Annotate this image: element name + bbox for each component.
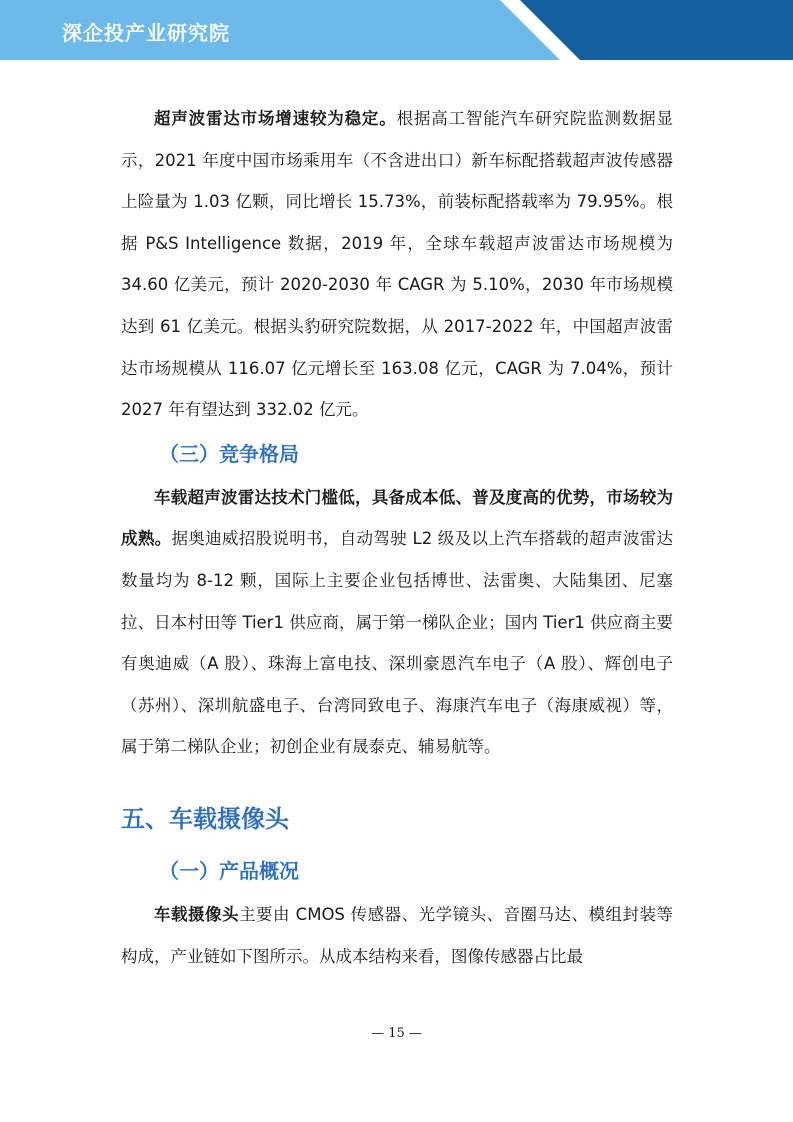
paragraph-camera — [121, 894, 673, 977]
heading-competition: （三）竞争格局 — [159, 441, 299, 466]
heading-section5: 五、车载摄像头 — [121, 804, 289, 833]
paragraph-text: 据奥迪威招股说明书，自动驾驶 L2 级及以上汽车搭载的超声波雷达数量均为 8-12 颗，国际上主要企业包括博世、法雷奥、大陆集团、尼塞拉、日本村田等 Tier1 供应商，属于第一梯队企业；国内 Tier1 供应商主要有奥迪威（A 股）、珠海上富电技、深圳豪恩汽车电子（A 股）、辉创电子（苏州）、深圳航盛电子、台湾同致电子、海康汽车电子（海康威视）等，属于第二梯队企业；初创企业有晟泰克、辅易航等。 — [121, 529, 673, 757]
paragraph-lead: 车载摄像头 — [154, 904, 239, 924]
header-title: 深企投产业研究院 — [62, 21, 230, 45]
paragraph-text: 主要由 CMOS 传感器、光学镜头、音圈马达、模组封装等构成，产业链如下图所示。从成本结构来看，图像传感器占比最 — [121, 904, 673, 966]
paragraph-ultrasonic-market — [121, 98, 673, 431]
header-banner — [0, 0, 793, 60]
paragraph-text: 根据高工智能汽车研究院监测数据显示，2021 年度中国市场乘用车（不含进出口）新车标配搭载超声波传感器上险量为 1.03 亿颗，同比增长 15.73%，前装标配搭载率为 79.95%。根据 P&S Intelligence 数据，2019 年，全球车载超声波雷达市场规模为 34.60 亿美元，预计 2020-2030 年 CAGR 为 5.10%，2030 年市场规模达到 61 亿美元。根据头豹研究院数据，从 2017-2022 年，中国超声波雷达市场规模从 116.07 亿元增长至 163.08 亿元，CAGR 为 7.04%，预计 2027 年有望达到 332.02 亿元。 — [121, 109, 674, 420]
page-number: — 15 — — [371, 1026, 422, 1041]
paragraph-lead: 超声波雷达市场增速较为稳定。 — [154, 109, 397, 128]
paragraph-competition — [121, 477, 673, 768]
heading-overview: （一）产品概况 — [159, 858, 299, 883]
paragraph-lead: 车载超声波雷达技术门槛低，具备成本低、普及度高的优势，市场较为成熟。 — [121, 487, 673, 549]
document-body — [121, 98, 673, 977]
